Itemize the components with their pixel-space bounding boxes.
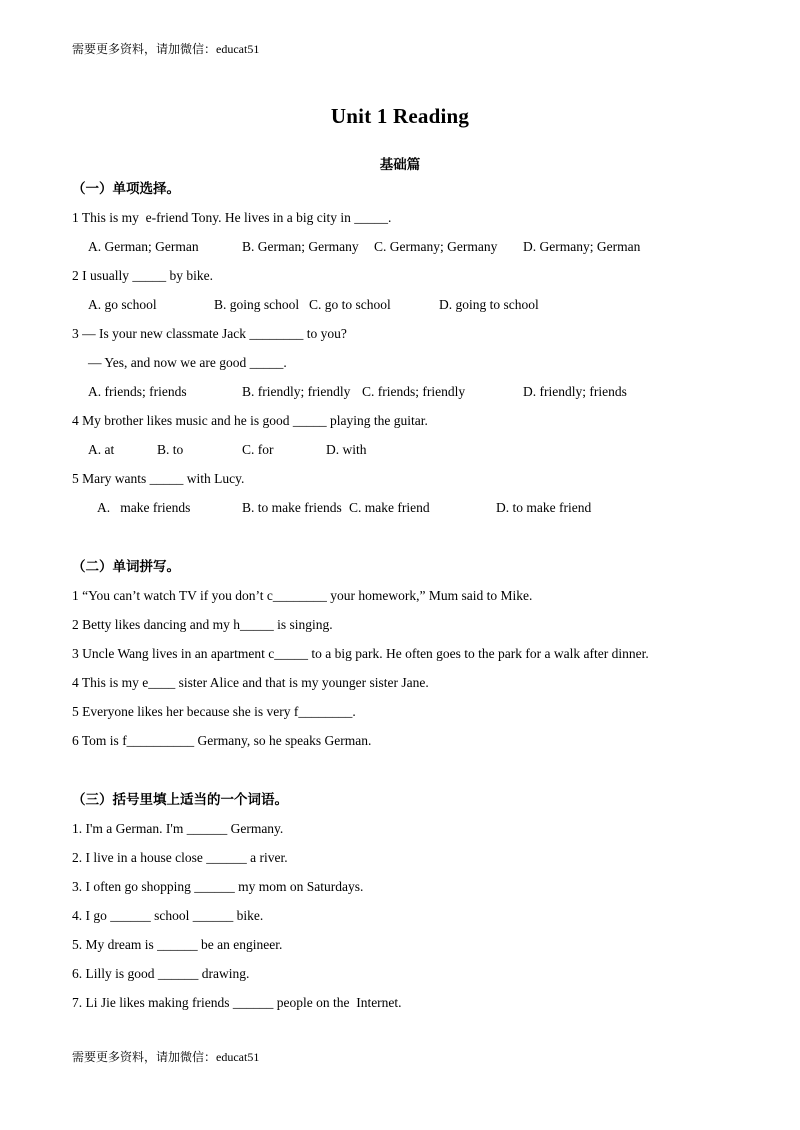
question-3-option-c: C. friends; friendly — [362, 384, 466, 399]
spelling-item: 4 This is my e____ sister Alice and that is my younger sister Jane. — [72, 675, 429, 690]
spelling-item: 2 Betty likes dancing and my h_____ is singing. — [72, 617, 333, 632]
question-1-option-b: B. German; Germany — [242, 239, 359, 254]
page-subtitle: 基础篇 — [379, 157, 421, 172]
question-3-stem: 3 — Is your new classmate Jack ________ to you? — [72, 326, 347, 341]
fill-blank-item: 5. My dream is ______ be an engineer. — [72, 937, 283, 952]
page-header-note: 需要更多资料，请加微信：educat51 — [72, 42, 260, 56]
fill-blank-item: 3. I often go shopping ______ my mom on Saturdays. — [72, 879, 364, 894]
question-4-option-b: B. to — [157, 442, 184, 457]
spelling-item: 6 Tom is f__________ Germany, so he speaks German. — [72, 733, 372, 748]
fill-blank-item: 4. I go ______ school ______ bike. — [72, 908, 264, 923]
question-1-option-d: D. Germany; German — [523, 239, 641, 254]
question-5-option-a: A. make friends — [97, 500, 191, 515]
question-1-option-a: A. German; German — [88, 239, 199, 254]
question-3-option-d: D. friendly; friends — [523, 384, 627, 399]
question-1-stem: 1 This is my e-friend Tony. He lives in a big city in _____. — [72, 210, 392, 225]
question-3-response: — Yes, and now we are good _____. — [88, 355, 287, 370]
question-2-stem: 2 I usually _____ by bike. — [72, 268, 213, 283]
question-4-option-d: D. with — [326, 442, 367, 457]
fill-blank-item: 1. I'm a German. I'm ______ Germany. — [72, 821, 284, 836]
spelling-item: 5 Everyone likes her because she is very f________. — [72, 704, 356, 719]
section3-heading: （三）括号里填上适当的一个词语。 — [72, 792, 288, 807]
question-1-option-c: C. Germany; Germany — [374, 239, 498, 254]
fill-blank-item: 7. Li Jie likes making friends ______ people on the Internet. — [72, 995, 402, 1010]
section1-heading: （一）单项选择。 — [72, 181, 180, 196]
fill-blank-item: 6. Lilly is good ______ drawing. — [72, 966, 250, 981]
question-2-option-d: D. going to school — [439, 297, 539, 312]
question-2-option-b: B. going school — [214, 297, 300, 312]
question-5-option-d: D. to make friend — [496, 500, 592, 515]
question-4-option-a: A. at — [88, 442, 115, 457]
question-5-option-c: C. make friend — [349, 500, 430, 515]
question-4-option-c: C. for — [242, 442, 274, 457]
spelling-item: 3 Uncle Wang lives in an apartment c_____ to a big park. He often goes to the park for a walk after dinner. — [72, 646, 649, 661]
section2-heading: （二）单词拼写。 — [72, 559, 180, 574]
question-3-option-a: A. friends; friends — [88, 384, 187, 399]
question-2-option-c: C. go to school — [309, 297, 391, 312]
question-5-stem: 5 Mary wants _____ with Lucy. — [72, 471, 245, 486]
question-4-stem: 4 My brother likes music and he is good _____ playing the guitar. — [72, 413, 428, 428]
question-2-option-a: A. go school — [88, 297, 157, 312]
spelling-item: 1 “You can’t watch TV if you don’t c________ your homework,” Mum said to Mike. — [72, 588, 533, 603]
page-title: Unit 1 Reading — [330, 104, 470, 128]
fill-blank-item: 2. I live in a house close ______ a river. — [72, 850, 288, 865]
question-3-option-b: B. friendly; friendly — [242, 384, 351, 399]
question-5-option-b: B. to make friends — [242, 500, 342, 515]
page-footer-note: 需要更多资料，请加微信：educat51 — [72, 1050, 260, 1064]
